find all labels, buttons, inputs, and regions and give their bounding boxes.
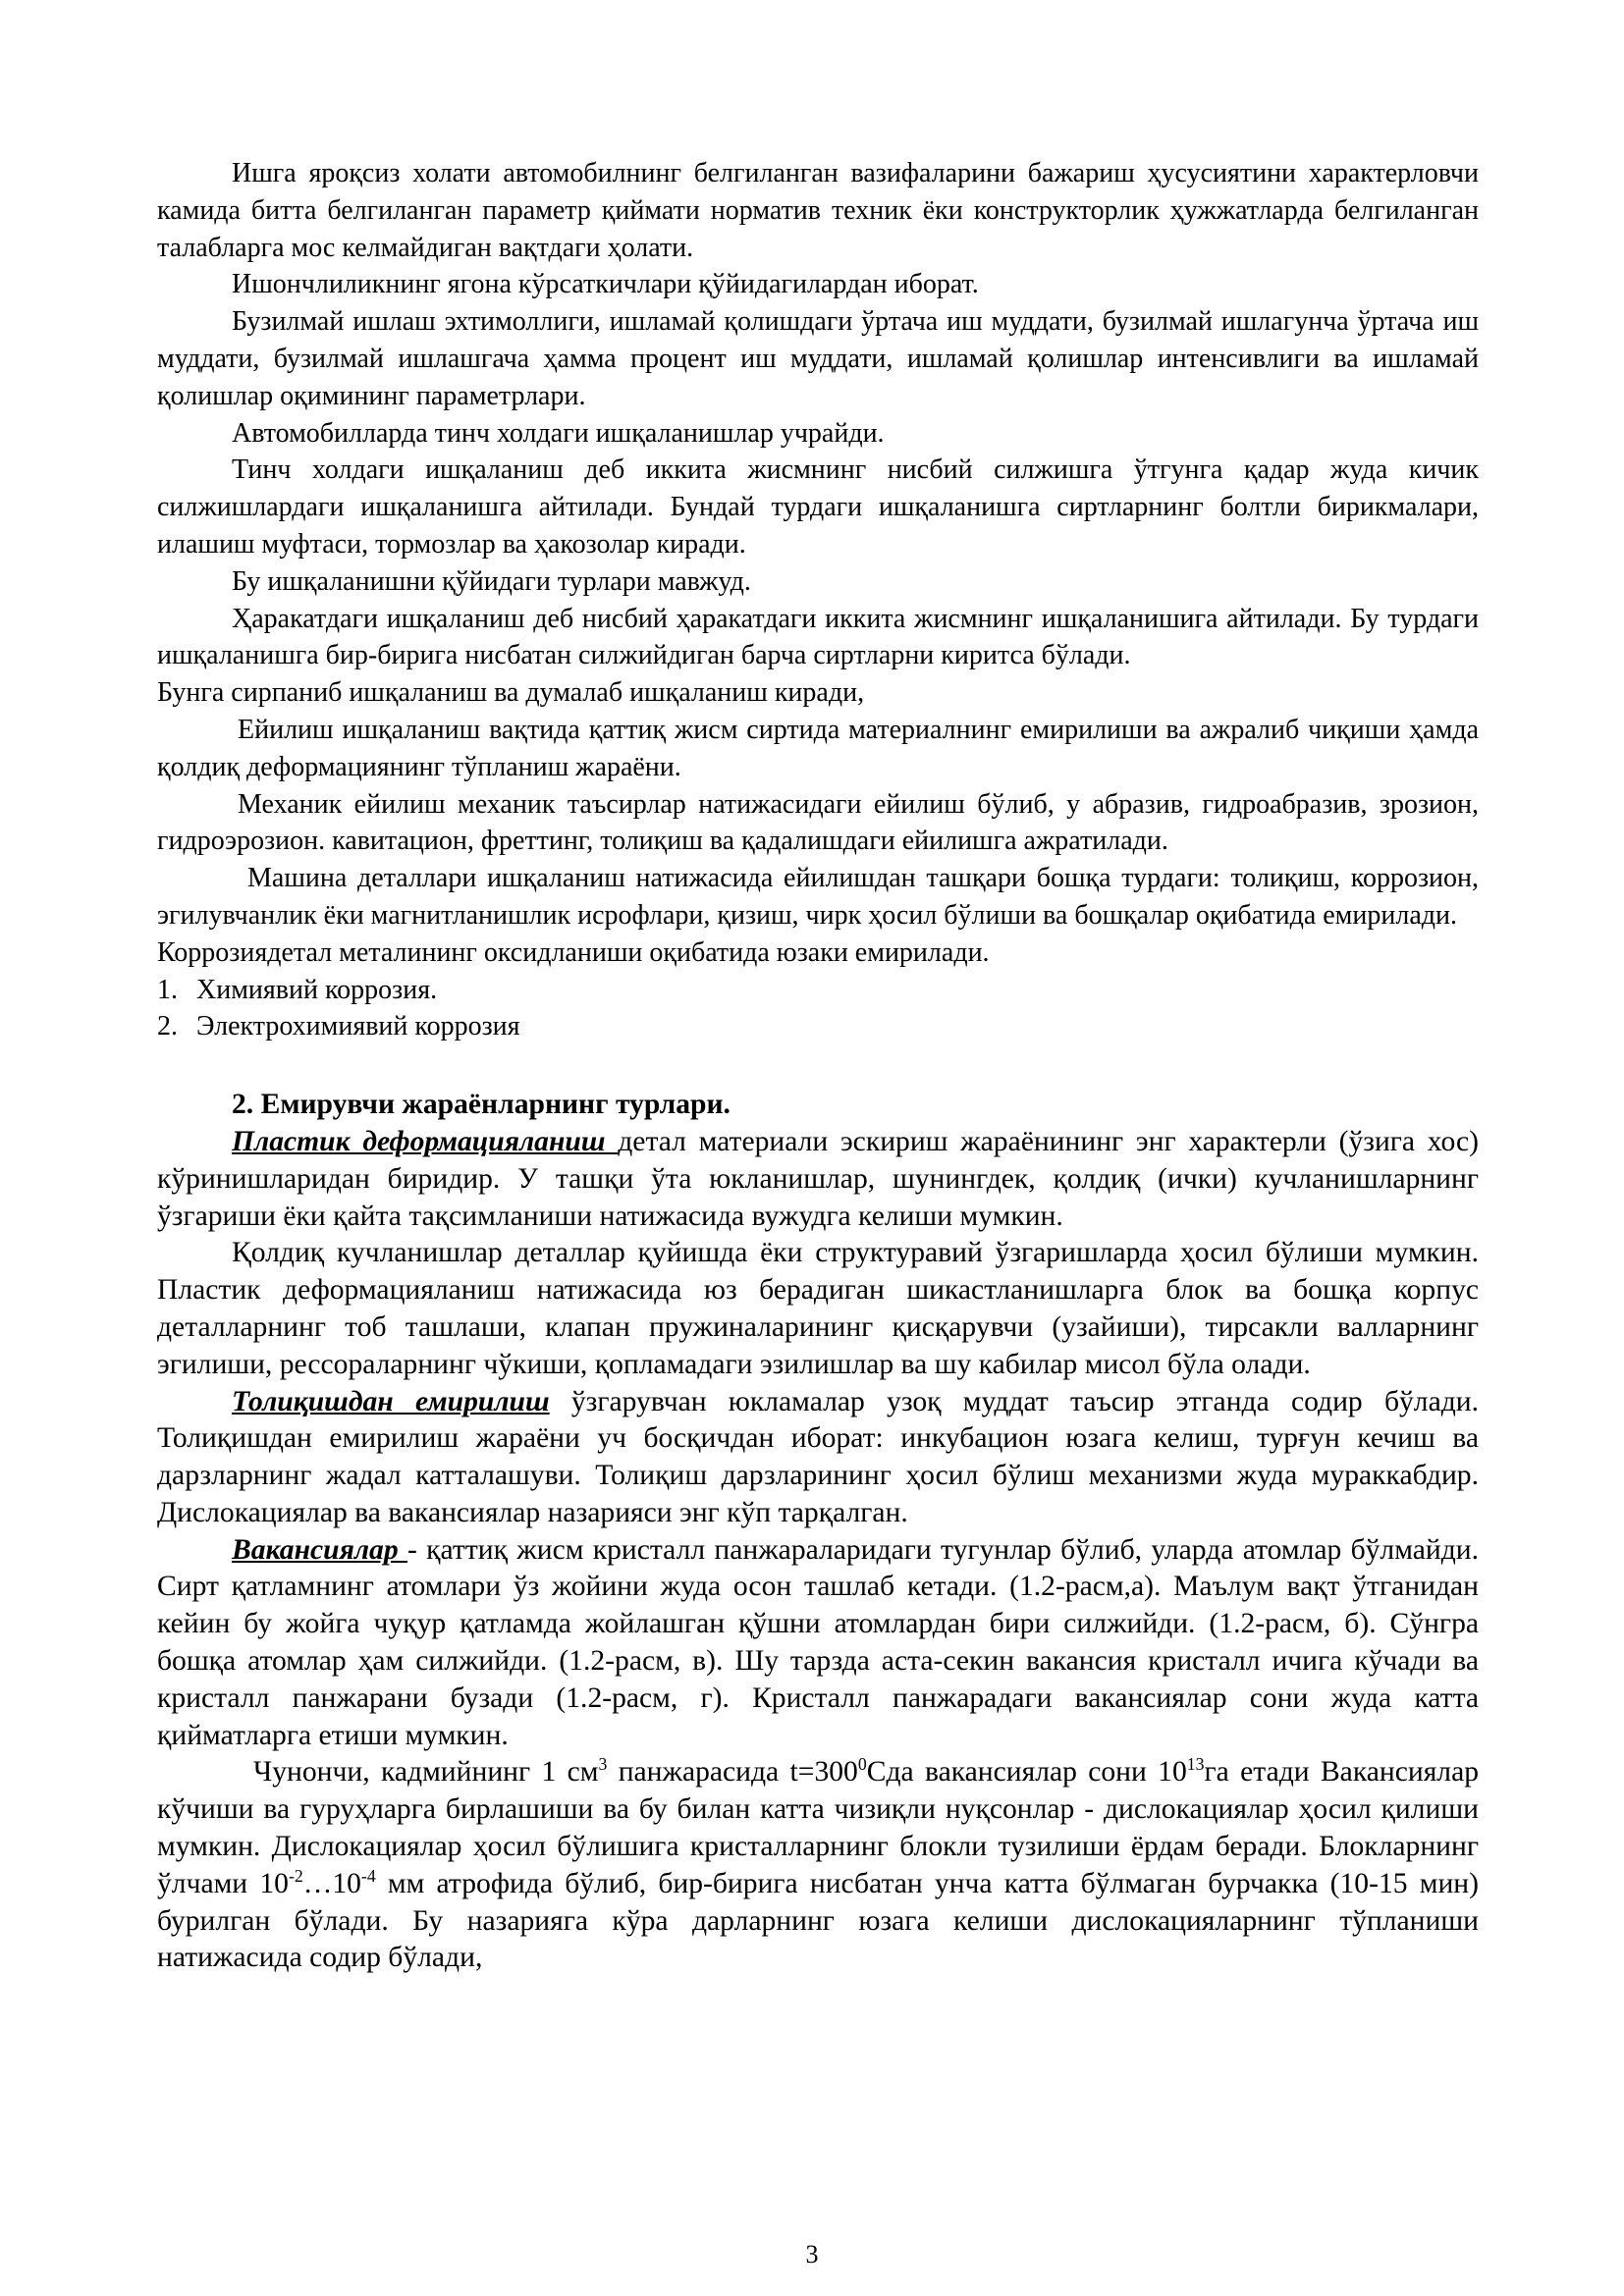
- text-run: мм атрофида бўлиб, бир-бирига нисбатан унча катта бўлмаган бурчакка (10-15 мин) бурилган бўлади. Бу назарияга кўра дарларнинг юзага келиши дислокацияларнинг тўпланиши натижасида содир бўлади,: [157, 1867, 1479, 1974]
- page-number: 3: [805, 2240, 819, 2269]
- spacer: [157, 1045, 1479, 1087]
- paragraph-corrosion: Коррозиядетал металининг оксидланиши оқибатида юзаки емирилади.: [157, 936, 990, 968]
- superscript: 13: [1186, 1754, 1205, 1775]
- paragraph-fatigue-failure: [157, 1384, 1479, 1532]
- paragraph-text: ўзгарувчан юкламалар узоқ муддат таъсир этганда содир бўлади. Толиқишдан емирилиш жараёни уч босқичдан иборат: инкубацион юзага келиш, турғун кечиш ва дарзларнинг жадал катталашуви. Толиқиш дарзларининг ҳосил бўлиш механизми жуда мураккабдир. Дислокациялар ва вакансиялар назарияси энг кўп тарқалган.: [157, 1385, 1480, 1528]
- paragraph-vacancies: [157, 1532, 1479, 1755]
- section-heading: 2. Емирувчи жараёнларнинг турлари.: [232, 1089, 731, 1121]
- paragraph-cadmium: [157, 1754, 1479, 1977]
- superscript: -4: [360, 1866, 376, 1886]
- text-run: га етади Вакансиялар кўчиши ва гуруҳларга бирлашиши ва бу билан катта чизиқли нуқсонлар - дислокациялар ҳосил қилиши мумкин. Дислокациялар ҳосил бўлишига кристалларнинг блокли тузилиши ёрдам беради. Блокларнинг ўлчами 10: [157, 1756, 1480, 1899]
- term-fatigue-failure: Толиқишдан емирилиш: [232, 1385, 550, 1417]
- list-text: Химиявий коррозия.: [196, 974, 438, 1005]
- term-vacancies: Вакансиялар: [232, 1533, 407, 1566]
- text-run: панжарасида t=300: [607, 1756, 858, 1789]
- paragraph-machine-parts: Машина деталлари ишқаланиш натижасида ейилишдан ташқари бошқа турдаги: толиқиш, коррозион, эгилувчанлик ёки магнитланишлик исрофлари, қизиш, чирк ҳосил бўлиши ва бошқалар оқибатида емирилади.: [157, 863, 1479, 931]
- paragraph-static-friction-definition: Тинч холдаги ишқаланиш деб иккита жисмнинг нисбий силжишга ўтгунга қадар жуда кичик силжишлардаги ишқаланишга айтилади. Бундай турдаги ишқаланишга сиртларнинг болтли бирикмалари, илашиш муфтаси, тормозлар ва ҳакозолар киради.: [157, 454, 1479, 560]
- list-text: Электрохимиявий коррозия: [196, 1011, 520, 1042]
- superscript: 3: [598, 1754, 608, 1775]
- paragraph-motion-friction: Ҳаракатдаги ишқаланиш деб нисбий ҳаракатдаги иккита жисмнинг ишқаланишига айтилади. Бу турдаги ишқаланишга бир-бирига нисбатан силжийдиган барча сиртларни киритса бўлади.: [157, 603, 1479, 671]
- text-run: Чунончи, кадмийнинг 1 см: [253, 1756, 599, 1789]
- paragraph-text: - қаттиқ жисм кристалл панжараларидаги тугунлар бўлиб, уларда атомлар бўлмайди. Сирт қатламнинг атомлари ўз жойини жуда осон ташлаб кетади. (1.2-расм,а). Маълум вақт ўтганидан кейин бу жойга чуқур қатламда жойлашган қўшни атомлардан бири силжийди. (1.2-расм, б). Сўнгра бошқа атомлар ҳам силжийди. (1.2-расм, в). Шу тарзда аста-секин вакансия кристалл ичига кўчади ва кристалл панжарани бузади (1.2-расм, г). Кристалл панжарадаги вакансиялар сони жуда катта қийматларга етиши мумкин.: [157, 1533, 1479, 1751]
- paragraph-wear-definition: Ейилиш ишқаланиш вақтида қаттиқ жисм сиртида материалнинг емирилиши ва ажралиб чиқиши ҳамда қолдиқ деформациянинг тўпланиш жараёни.: [157, 714, 1479, 782]
- term-plastic-deformation: Пластик деформацияланиш: [232, 1125, 619, 1157]
- paragraph-static-friction: Автомобилларда тинч холдаги ишқаланишлар учрайди.: [232, 417, 885, 449]
- paragraph-reliability-indicators: Ишончлиликнинг ягона кўрсаткичлари қўйидагилардан иборат.: [232, 269, 979, 300]
- paragraph-text: детал материали эскириш жараёнининг энг характерли (ўзига хос) кўринишларидан биридир. У ташқи ўта юкланишлар, шунингдек, қолдиқ (ички) кучланишларнинг ўзгариши ёки қайта тақсимланиши натижасида вужудга келиши мумкин.: [157, 1125, 1479, 1232]
- list-item: [157, 972, 1479, 1009]
- paragraph-sliding-rolling: Бунга сирпаниб ишқаланиш ва думалаб ишқаланиш киради,: [157, 677, 865, 709]
- corrosion-list: [157, 972, 1479, 1046]
- list-item: [157, 1008, 1479, 1045]
- list-number: 2.: [157, 1011, 178, 1042]
- document-page: [157, 155, 1479, 1977]
- paragraph-residual-stress: Қолдиқ кучланишлар деталлар қуйишда ёки структуравий ўзгаришларда ҳосил бўлиши мумкин. Пластик деформацияланиш натижасида юз берадиган шикастланишларга блок ва бошқа корпус деталларнинг тоб ташлаши, клапан пружиналарининг қисқарувчи (узайиши), тирсакли валларнинг эгилиши, рессораларнинг чўкиши, қопламадаги эзилишлар ва шу кабилар мисол бўла олади.: [157, 1237, 1479, 1380]
- list-number: 1.: [157, 974, 178, 1005]
- paragraph-friction-types: Бу ишқаланишни қўйидаги турлари мавжуд.: [232, 565, 751, 597]
- text-run: Сда вакансиялар сони 10: [866, 1756, 1187, 1789]
- paragraph-plastic-deformation: [157, 1124, 1479, 1235]
- text-run: …10: [302, 1867, 361, 1899]
- paragraph-mechanical-wear: Механик ейилиш механик таъсирлар натижасидаги ейилиш бўлиб, у абразив, гидроабразив, зрозион, гидроэрозион. кавитацион, фреттинг, толиқиш ва қадалишдаги ейилишга ажратилади.: [157, 788, 1479, 857]
- paragraph-failure-probability: Бузилмай ишлаш эхтимоллиги, ишламай қолишдаги ўртача иш муддати, бузилмай ишлагунча ўртача иш муддати, бузилмай ишлашгача ҳамма процент иш муддати, ишламай қолишлар интенсивлиги ва ишламай қолишлар оқимининг параметрлари.: [157, 306, 1479, 411]
- superscript: 0: [857, 1754, 867, 1775]
- superscript: -2: [288, 1866, 303, 1886]
- paragraph-inoperable-state: Ишга яроқсиз холати автомобилнинг белгиланган вазифаларини бажариш ҳусусиятини характерловчи камида битта белгиланган параметр қиймати норматив техник ёки конструкторлик ҳужжатларда белгиланган талабларга мос келмайдиган вақтдаги ҳолати.: [157, 158, 1479, 263]
